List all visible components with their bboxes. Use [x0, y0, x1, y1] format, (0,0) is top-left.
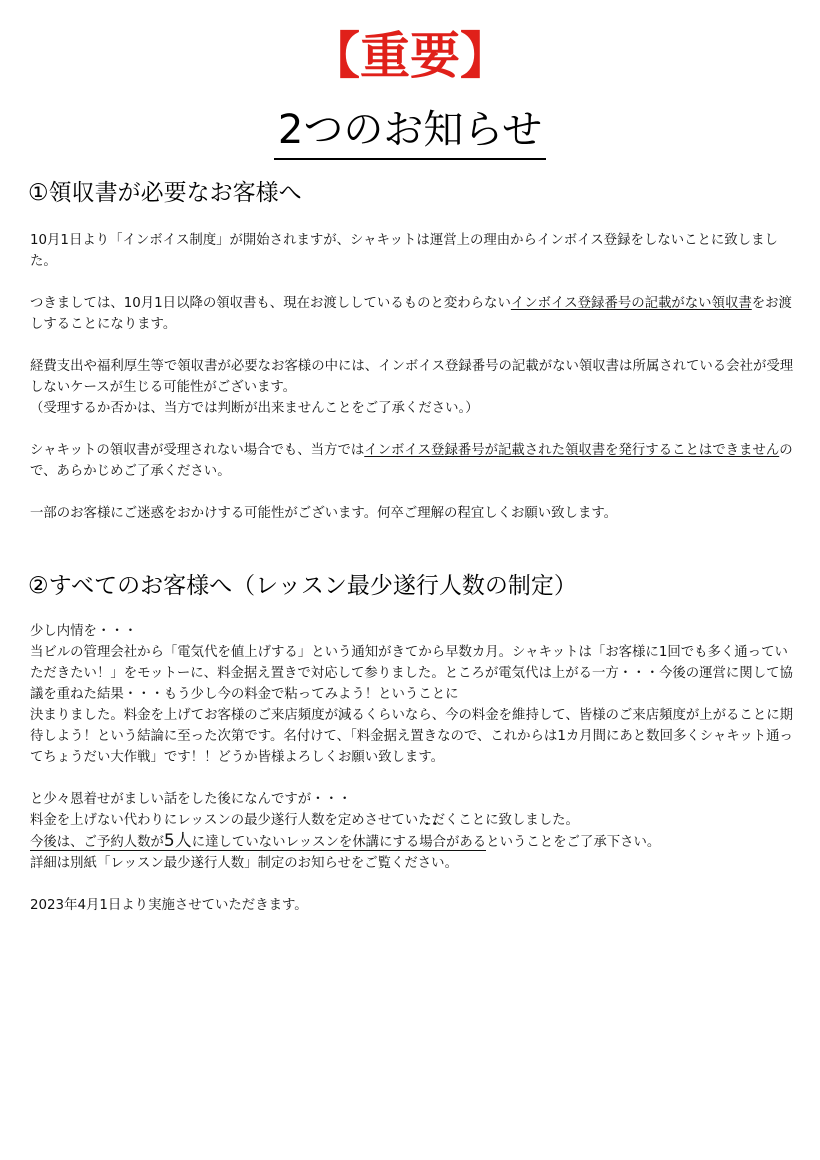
- section2-line-4: と少々恩着せがましい話をした後になんですが・・・: [30, 792, 352, 807]
- section2-line-5: 料金を上げない代わりにレッスンの最少遂行人数を定めさせていただくことに致しました。: [30, 813, 579, 828]
- section2-heading: ②すべてのお客様へ（レッスン最少遂行人数の制定）: [28, 573, 577, 599]
- section2-line-1: 少し内情を・・・: [30, 624, 138, 639]
- section1-heading: ①領収書が必要なお客様へ: [28, 180, 302, 206]
- section2-l6-emphasis: •• 場合: [419, 832, 446, 853]
- section1-paragraph-1: 10月1日より「インボイス制度」が開始されますが、シャキットは運営上の理由からインボイス登録をしないことに致しました。: [30, 233, 778, 269]
- section1-paragraph-4: [30, 440, 798, 482]
- section2-line-3: 決まりました。料金を上げてお客様のご来店頻度が減るくらいなら、今の料金を維持して、皆様のご来店頻度が上がることに期待しよう！という結論に至った次第です。名付けて、「料金据え置きなので、これからは1カ月間にあと数回多くシャキット通ってちょうだい大作戦」です！！どうか皆様よろしくお願い致します。: [30, 708, 793, 765]
- section1-paragraph-3a: 経費支出や福利厚生等で領収書が必要なお客様の中には、インボイス登録番号の記載がない領収書は所属されている会社が受理しないケースが生じる可能性がございます。: [30, 359, 794, 395]
- section1-paragraph-5: 一部のお客様にご迷惑をおかけする可能性がございます。何卒ご理解の程宜しくお願い致します。: [30, 506, 618, 521]
- section2-line-2: 当ビルの管理会社から「電気代を値上げする」という通知がきてから早数カ月。シャキットは「お客様に1回でも多く通っていただきたい！」をモットーに、料金据え置きで対応して参りました。ところが電気代は上がる一方・・・今後の運営に関して協議を重ねた結果・・・もう少し今の料金で粘ってみよう！ということに: [30, 645, 793, 702]
- section2-body: [30, 621, 798, 916]
- section2-l6-c: がある: [446, 835, 487, 850]
- section2-underlined-notice: [30, 831, 487, 851]
- section2-l6-number: 5人: [163, 831, 192, 851]
- section1-p2-pre: つきましては、10月1日以降の領収書も、現在お渡ししているものと変わらない: [30, 296, 511, 311]
- important-label: 【重要】: [310, 27, 510, 85]
- section1-paragraph-2: [30, 293, 798, 335]
- section2-line-6: [30, 831, 798, 853]
- title-wrap: [0, 104, 820, 160]
- section1-p2-underline: インボイス登録番号の記載がない領収書: [510, 296, 752, 311]
- section1-p4-pre: シャキットの領収書が受理されない場合でも、当方では: [30, 443, 365, 458]
- section2-l6-b: に達していないレッスンを休講にする: [191, 835, 420, 850]
- section1-p2-post: をお渡しすることになります。: [30, 296, 792, 332]
- page-title: 2つのお知らせ: [274, 104, 546, 160]
- section2-l6-d: ということをご了承下さい。: [486, 835, 661, 850]
- section1-p4-underline: インボイス登録番号が記載された領収書を発行することはできません: [364, 443, 780, 458]
- section1-p4-post: ので、あらかじめご了承ください。: [30, 443, 793, 479]
- section1-body: [30, 230, 798, 524]
- section1-paragraph-3b: （受理するか否かは、当方では判断が出来ませんことをご了承ください。）: [30, 401, 479, 416]
- section2-l6-a: 今後は、ご予約人数が: [30, 835, 164, 850]
- section2-line-7: 詳細は別紙「レッスン最少遂行人数」制定のお知らせをご覧ください。: [30, 856, 458, 871]
- section2-line-8: 2023年4月1日より実施させていただきます。: [30, 898, 308, 913]
